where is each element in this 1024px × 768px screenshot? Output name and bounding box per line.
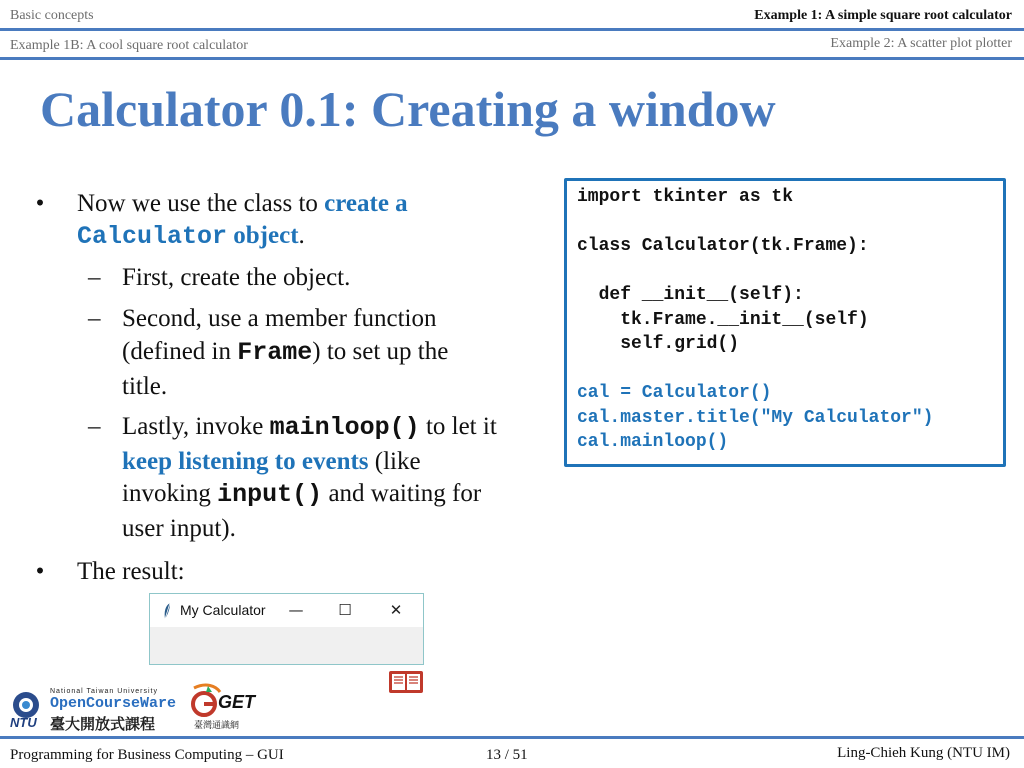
nav-divider	[0, 57, 1024, 60]
code-line: import tkinter as tk	[577, 187, 794, 207]
nav-row-subsections	[0, 31, 1024, 57]
bullet-dot: •	[35, 558, 45, 585]
sub-bullet-text: (like	[368, 448, 421, 475]
sub-bullet-text: Second, use a member function	[122, 305, 437, 332]
highlight-text: object	[227, 222, 299, 249]
sub-bullet-text: First, create the object.	[122, 264, 351, 291]
sub-bullet-text: ) to set up the	[312, 338, 449, 365]
nav-link-basic-concepts[interactable]: Basic concepts	[10, 8, 94, 23]
result-window-screenshot	[149, 593, 424, 665]
get-logo	[186, 682, 256, 734]
sub-bullet-dash: –	[88, 413, 101, 440]
nav-link-example-1b[interactable]: Example 1B: A cool square root calculator	[10, 38, 248, 53]
code-line: def __init__(self):	[577, 285, 804, 305]
code-line: class Calculator(tk.Frame):	[577, 236, 869, 256]
sub-bullet-text: user input).	[122, 515, 236, 542]
sub-bullet-text: to let it	[419, 413, 497, 440]
code-line: cal.master.title("My Calculator")	[577, 408, 934, 428]
code-line: tk.Frame.__init__(self)	[577, 310, 869, 330]
ocw-cn-text: 臺大開放式課程	[50, 715, 156, 733]
minimize-button[interactable]: —	[288, 601, 304, 619]
feather-icon	[162, 602, 172, 620]
book-icon[interactable]	[388, 669, 424, 695]
code-inline: Frame	[237, 338, 313, 367]
ntu-logo-text: NTU	[10, 715, 37, 730]
bullet-text: Now we use the class to	[77, 190, 325, 217]
sub-bullet-dash: –	[88, 305, 101, 332]
sub-bullet-text: title.	[122, 373, 168, 400]
sub-bullet-text: Lastly, invoke	[122, 413, 270, 440]
bullet-text: .	[298, 222, 305, 249]
sub-bullet-text: (defined in	[122, 338, 238, 365]
close-button[interactable]: ✕	[389, 601, 403, 619]
code-line: cal.mainloop()	[577, 432, 729, 452]
nav-link-example-1[interactable]: Example 1: A simple square root calculator	[754, 8, 1012, 23]
footer	[0, 739, 1024, 768]
get-cn-text: 臺灣通識網	[194, 721, 240, 731]
window-titlebar	[150, 594, 423, 627]
highlight-text: keep listening to events	[122, 448, 369, 475]
sub-bullet-dash: –	[88, 264, 101, 291]
ocw-text: OpenCourseWare	[50, 695, 177, 712]
maximize-button[interactable]: ☐	[338, 601, 352, 619]
code-block	[564, 178, 1006, 467]
page-number: 13 / 51	[486, 747, 528, 763]
code-inline: input()	[217, 480, 323, 509]
code-line: cal = Calculator()	[577, 383, 772, 403]
ntu-ocw-logo	[8, 687, 178, 733]
window-title: My Calculator	[180, 602, 266, 618]
bullet-text: The result:	[77, 558, 185, 585]
bullet-dot: •	[35, 190, 45, 217]
slide-title: Calculator 0.1: Creating a window	[40, 81, 776, 137]
sub-bullet-text: and waiting for	[322, 480, 482, 507]
highlight-text: create a	[324, 190, 408, 217]
nav-link-example-2[interactable]: Example 2: A scatter plot plotter	[830, 36, 1012, 51]
code-inline: mainloop()	[269, 413, 420, 442]
sub-bullet-text: invoking	[122, 480, 218, 507]
nav-row-sections	[0, 0, 1024, 29]
code-line: self.grid()	[577, 334, 740, 354]
footer-course-title: Programming for Business Computing – GUI	[10, 747, 284, 763]
get-logo-text: GET	[218, 692, 256, 712]
footer-author: Ling-Chieh Kung (NTU IM)	[837, 745, 1010, 761]
ntu-name-text: National Taiwan University	[50, 688, 158, 695]
code-inline: Calculator	[77, 222, 228, 251]
